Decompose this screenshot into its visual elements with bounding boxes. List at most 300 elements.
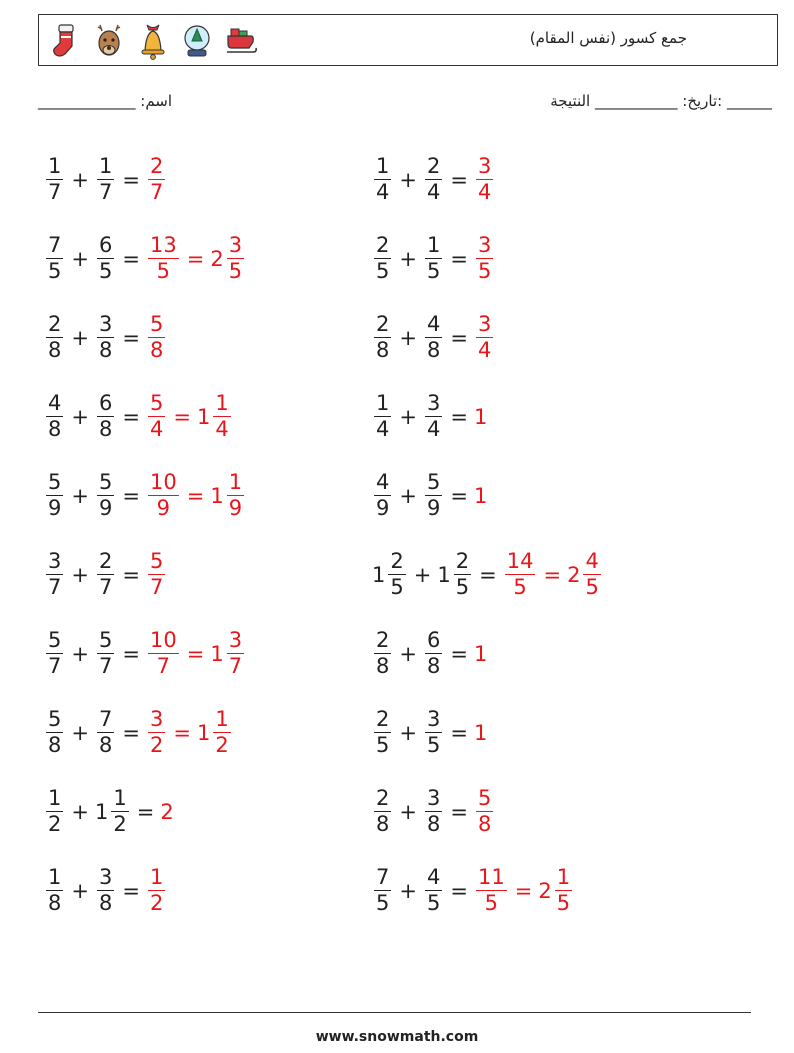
fraction [148,314,165,361]
numerator: 1 [48,865,62,889]
equals-sign: = [173,720,191,745]
numerator: 1 [426,233,441,257]
problem-row [44,772,246,851]
whole-part: 1 [196,404,211,429]
plus-sign: + [399,246,417,271]
numerator: 2 [48,312,62,336]
addend-2 [95,156,116,203]
sleigh-icon [223,21,259,61]
numerator: 2 [376,786,390,810]
answer [474,867,574,914]
denominator: 5 [48,259,62,283]
numerator: 3 [477,312,492,336]
numerator: 3 [426,707,441,731]
addend-2 [95,472,116,519]
addend-1 [44,630,65,677]
fraction [97,709,114,756]
fraction [97,472,114,519]
equals-sign: = [450,167,468,192]
denominator: 8 [426,812,441,836]
answer [474,314,495,361]
addend-1 [372,551,408,598]
fraction [374,709,391,756]
numerator: 2 [455,549,470,573]
plus-sign: + [71,167,89,192]
addend-1 [372,867,393,914]
denominator: 8 [98,417,113,441]
fraction [374,788,391,835]
denominator: 8 [98,733,113,757]
denominator: 5 [156,259,171,283]
fraction [476,235,493,282]
denominator: 7 [98,180,113,204]
name-line: اسم: _____________ [38,92,173,110]
date-score-line: ______ :تاريخ: ___________ النتيجة [550,92,772,110]
worksheet-title: جمع كسور (نفس المقام) [529,29,687,47]
numerator: 10 [149,628,177,652]
numerator: 5 [48,470,62,494]
equals-sign: = [479,562,497,587]
equals-sign: = [450,325,468,350]
footer-divider [38,1012,751,1013]
addend-2 [95,551,116,598]
addend-2 [423,393,444,440]
answer [146,867,167,914]
fraction [148,551,165,598]
fraction [148,393,165,440]
bell-icon [135,21,171,61]
numerator: 1 [113,786,127,810]
answer [474,484,488,508]
denominator: 5 [585,575,599,599]
answer [146,551,167,598]
fraction [454,551,471,598]
denominator: 7 [98,575,113,599]
answer-value [146,551,167,598]
problems-column-left [44,140,246,930]
whole-part: 1 [210,483,224,508]
numerator: 3 [477,154,492,178]
whole-part: 1 [473,404,488,429]
problem-row [44,535,246,614]
addend-2 [95,393,116,440]
problem-row [372,535,603,614]
fraction [97,156,114,203]
answer-value [146,472,181,519]
answer-value [210,630,246,677]
problems-column-right [372,140,603,930]
fraction [97,393,114,440]
addend-1 [44,788,65,835]
numerator: 4 [426,865,441,889]
denominator: 4 [376,417,390,441]
addend-2 [95,314,116,361]
fraction [425,867,442,914]
numerator: 14 [506,549,534,573]
footer-url: www.snowmath.com [315,1029,479,1045]
addend-1 [44,156,65,203]
numerator: 3 [228,233,243,257]
addend-2 [423,472,444,519]
answer [474,788,495,835]
equals-sign: = [122,483,140,508]
fraction [374,156,391,203]
denominator: 8 [48,417,62,441]
denominator: 7 [48,180,62,204]
reindeer-icon [91,21,127,61]
addend-1 [372,709,393,756]
fraction [425,472,442,519]
numerator: 5 [149,391,164,415]
plus-sign: + [399,878,417,903]
whole-part: 2 [210,246,224,271]
plus-sign: + [399,325,417,350]
denominator: 7 [149,180,164,204]
numerator: 4 [48,391,62,415]
denominator: 8 [477,812,492,836]
problem-row [44,851,246,930]
fraction [227,630,244,677]
numerator: 1 [215,391,229,415]
denominator: 2 [215,733,229,757]
denominator: 7 [98,654,113,678]
fraction [46,551,63,598]
whole-part: 1 [196,720,211,745]
numerator: 5 [98,628,113,652]
denominator: 2 [113,812,127,836]
answer-value [197,709,233,756]
answer-value [474,314,495,361]
denominator: 5 [426,733,441,757]
addend-2 [423,630,444,677]
numerator: 5 [477,786,492,810]
fraction [227,472,244,519]
answer [146,235,246,282]
denominator: 2 [48,812,62,836]
addend-1 [44,867,65,914]
fraction [46,156,63,203]
denominator: 2 [149,891,164,915]
denominator: 7 [228,654,243,678]
fraction [425,630,442,677]
addend-2 [95,709,116,756]
answer [474,405,488,429]
numerator: 3 [426,786,441,810]
addend-2 [437,551,473,598]
whole-part: 1 [437,562,451,587]
plus-sign: + [71,404,89,429]
numerator: 2 [376,628,390,652]
problem-row [44,456,246,535]
answer-value [474,788,495,835]
answer [160,800,174,824]
fraction [148,867,165,914]
fraction [46,867,63,914]
numerator: 2 [376,312,390,336]
numerator: 5 [426,470,441,494]
numerator: 2 [149,154,164,178]
answer [146,393,233,440]
numerator: 7 [48,233,62,257]
equals-sign: = [173,404,191,429]
fraction [97,551,114,598]
numerator: 6 [98,233,113,257]
numerator: 5 [98,470,113,494]
denominator: 5 [390,575,404,599]
numerator: 3 [228,628,243,652]
answer-value [474,405,488,429]
denominator: 9 [48,496,62,520]
fraction [425,156,442,203]
addend-1 [372,156,393,203]
answer-value [146,709,167,756]
denominator: 5 [376,259,390,283]
problem-row [44,219,246,298]
equals-sign: = [514,878,533,903]
denominator: 8 [48,338,62,362]
equals-sign: = [122,878,140,903]
denominator: 5 [426,259,441,283]
fraction [374,314,391,361]
denominator: 8 [426,338,441,362]
answer [474,156,495,203]
numerator: 7 [98,707,113,731]
equals-sign: = [450,246,468,271]
answer-value [146,314,167,361]
equals-sign: = [450,878,468,903]
addend-1 [44,551,65,598]
equals-sign: = [122,325,140,350]
numerator: 3 [48,549,62,573]
answer [146,156,167,203]
fraction [46,235,63,282]
denominator: 7 [156,654,171,678]
equals-sign: = [136,799,155,824]
fraction [213,393,230,440]
addend-2 [423,709,444,756]
answer-value [197,393,233,440]
fraction [46,709,63,756]
numerator: 10 [149,470,177,494]
fraction [46,393,63,440]
answer-value [210,472,246,519]
plus-sign: + [413,562,432,587]
denominator: 2 [149,733,164,757]
answer-value [146,630,181,677]
numerator: 1 [556,865,571,889]
equals-sign: = [122,167,140,192]
numerator: 1 [48,786,62,810]
fraction [46,314,63,361]
numerator: 5 [149,312,164,336]
denominator: 8 [98,338,113,362]
answer-value [474,867,509,914]
problem-row [372,377,603,456]
addend-1 [44,235,65,282]
fraction [148,235,179,282]
answer [146,472,246,519]
answer [474,721,488,745]
plus-sign: + [71,878,89,903]
equals-sign: = [450,483,468,508]
addend-2 [95,788,131,835]
denominator: 8 [376,812,390,836]
whole-part: 1 [473,641,488,666]
denominator: 4 [477,180,492,204]
fraction [148,472,179,519]
denominator: 8 [426,654,441,678]
plus-sign: + [399,483,417,508]
numerator: 3 [426,391,441,415]
equals-sign: = [122,720,140,745]
numerator: 4 [426,312,441,336]
whole-part: 1 [372,562,386,587]
denominator: 8 [98,891,113,915]
fraction [374,472,391,519]
fraction [388,551,405,598]
plus-sign: + [399,404,417,429]
numerator: 6 [98,391,113,415]
numerator: 6 [426,628,441,652]
addend-1 [372,630,393,677]
denominator: 5 [376,891,390,915]
addend-1 [372,235,393,282]
fraction [148,156,165,203]
denominator: 8 [48,891,62,915]
plus-sign: + [71,562,89,587]
numerator: 3 [98,312,113,336]
fraction [374,630,391,677]
answer-value [474,721,488,745]
fraction [46,630,63,677]
equals-sign: = [186,483,205,508]
denominator: 9 [376,496,390,520]
denominator: 4 [426,417,441,441]
problem-row [372,772,603,851]
problem-row [44,298,246,377]
fraction [97,867,114,914]
numerator: 2 [390,549,404,573]
denominator: 5 [376,733,390,757]
equals-sign: = [543,562,562,587]
answer-value [210,235,246,282]
denominator: 9 [156,496,171,520]
equals-sign: = [450,641,468,666]
whole-part: 1 [210,641,224,666]
answer-value [567,551,603,598]
addend-2 [423,235,444,282]
whole-part: 1 [94,799,109,824]
denominator: 8 [48,733,62,757]
whole-part: 1 [473,483,488,508]
numerator: 5 [48,628,62,652]
numerator: 2 [376,233,390,257]
answer-value [146,393,167,440]
addend-2 [423,314,444,361]
answer-value [474,235,495,282]
worksheet-header [38,14,778,66]
numerator: 1 [376,154,390,178]
numerator: 5 [48,707,62,731]
fraction [425,314,442,361]
equals-sign: = [122,641,140,666]
denominator: 4 [215,417,229,441]
numerator: 2 [376,707,390,731]
plus-sign: + [71,720,89,745]
answer-value [146,235,181,282]
numerator: 4 [376,470,390,494]
equals-sign: = [450,720,468,745]
plus-sign: + [399,799,417,824]
addend-2 [95,630,116,677]
plus-sign: + [71,325,89,350]
addend-1 [372,314,393,361]
problem-row [44,693,246,772]
answer [146,314,167,361]
answer-value [146,867,167,914]
whole-part: 1 [473,720,488,745]
equals-sign: = [186,641,205,666]
answer-value [146,156,167,203]
answer-value [503,551,538,598]
addend-1 [44,709,65,756]
denominator: 4 [477,338,492,362]
numerator: 1 [48,154,62,178]
plus-sign: + [399,641,417,666]
numerator: 4 [585,549,599,573]
problem-row [372,693,603,772]
denominator: 8 [376,338,390,362]
denominator: 4 [149,417,164,441]
addend-1 [44,472,65,519]
answer-value [474,642,488,666]
equals-sign: = [122,246,140,271]
denominator: 9 [98,496,113,520]
fraction [97,235,114,282]
fraction [111,788,128,835]
denominator: 5 [477,259,492,283]
plus-sign: + [71,641,89,666]
addend-2 [95,235,116,282]
fraction [476,788,493,835]
fraction [374,867,391,914]
addend-1 [372,393,393,440]
answer-value [474,484,488,508]
numerator: 3 [477,233,492,257]
problem-row [372,614,603,693]
fraction [555,867,572,914]
problem-row [44,377,246,456]
problem-row [372,298,603,377]
answer [474,235,495,282]
numerator: 2 [98,549,113,573]
fraction [227,235,244,282]
fraction [425,788,442,835]
denominator: 8 [149,338,164,362]
addend-2 [423,867,444,914]
denominator: 8 [376,654,390,678]
addend-2 [423,156,444,203]
whole-part: 2 [160,799,174,824]
equals-sign: = [186,246,205,271]
numerator: 13 [149,233,177,257]
plus-sign: + [71,483,89,508]
fraction [97,630,114,677]
numerator: 1 [228,470,243,494]
fraction [148,709,165,756]
addend-1 [44,393,65,440]
denominator: 4 [426,180,441,204]
